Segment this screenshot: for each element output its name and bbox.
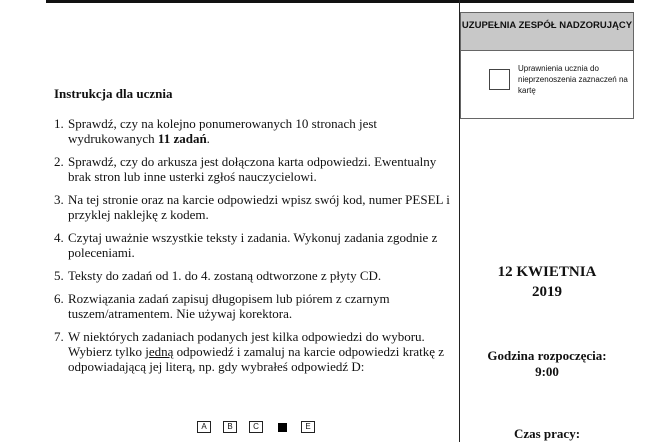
instruction-item-3: 3. Na tej stronie oraz na karcie odpowiedzi wpisz swój kod, numer PESEL i przyklej naklejkę z kodem. xyxy=(54,192,450,222)
instructions-title: Instrukcja dla ucznia xyxy=(54,86,173,101)
instructions-section xyxy=(54,86,454,382)
instruction-item-7: 7. W niektórych zadaniach podanych jest kilka odpowiedzi do wyboru. Wybierz tylko jedną odpowiedź i zamaluj na karcie odpowiedzi kratkę z odpowiadającą jej literą, np. gdy wybrałeś odpowiedź D: xyxy=(54,329,445,374)
filled-square-icon xyxy=(278,423,287,432)
start-time-label: Godzina rozpoczęcia: xyxy=(487,348,607,363)
instruction-item-1: 1. Sprawdź, czy na kolejno ponumerowanych 10 stronach jest wydrukowanych 11 zadań. xyxy=(54,116,378,146)
instruction-item-4: 4. Czytaj uważnie wszystkie teksty i zadania. Wykonuj zadania zgodnie z poleceniami. xyxy=(54,230,438,260)
permissions-checkbox[interactable] xyxy=(489,69,510,90)
instruction-item-5: 5. Teksty do zadań od 1. do 4. zostaną odtworzone z płyty CD. xyxy=(54,268,382,283)
permissions-label: Uprawnienia ucznia do nieprzenoszenia zaznaczeń na kartę xyxy=(518,64,628,95)
duration-label: Czas pracy: xyxy=(513,426,581,441)
instruction-item-6: 6. Rozwiązania zadań zapisuj długopisem lub piórem z czarnym tuszem/atramentem. Nie używaj korektora. xyxy=(54,291,390,321)
permissions-box xyxy=(460,51,634,119)
top-rule xyxy=(46,0,634,3)
instruction-item-2: 2. Sprawdź, czy do arkusza jest dołączona karta odpowiedzi. Ewentualny brak stron lub inne usterki zgłoś nauczycielowi. xyxy=(54,154,437,184)
answer-box-b: B xyxy=(223,421,237,433)
supervisor-panel xyxy=(460,12,634,442)
answer-box-d-filled xyxy=(275,421,289,433)
answer-box-c: C xyxy=(249,421,263,433)
answer-box-a: A xyxy=(197,421,211,433)
answer-example xyxy=(197,421,327,433)
exam-date: 12 KWIETNIA 2019 xyxy=(497,264,597,300)
start-time-value: 9:00 xyxy=(535,364,559,379)
answer-box-e: E xyxy=(301,421,315,433)
panel-header: UZUPEŁNIA ZESPÓŁ NADZORUJĄCY xyxy=(460,12,634,51)
